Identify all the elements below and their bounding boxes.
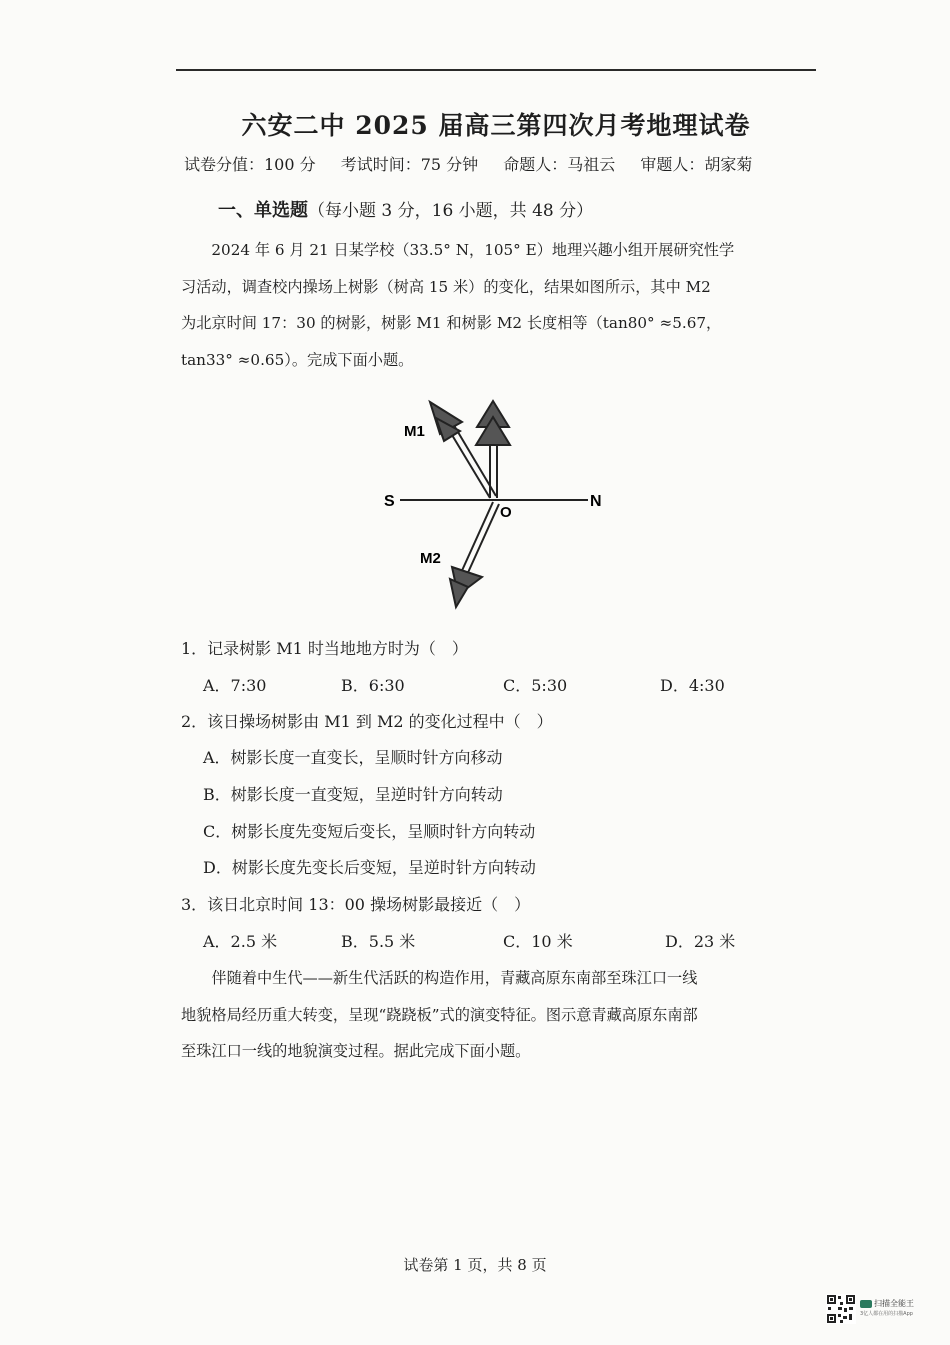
q1-option-b[interactable]: B．6:30 [341,676,405,695]
shadow-m2 [450,502,499,607]
label-n: N [590,493,602,510]
scanner-watermark [826,1290,932,1328]
q1-option-d[interactable]: D．4:30 [660,676,725,695]
passage-1 [181,232,821,378]
meta-author: 命题人：马祖云 [503,155,616,174]
meta-time: 考试时间：75 分钟 [340,155,479,174]
section-title: 一、单选题 [218,200,308,221]
exam-meta [184,152,824,175]
label-m1: M1 [404,423,425,440]
q3-option-d[interactable]: D．23 米 [665,932,736,951]
q2-option-b[interactable]: B．树影长度一直变短，呈逆时针方向转动 [203,785,503,804]
passage-1-line: 2024 年 6 月 21 日某学校（33.5° N，105° E）地理兴趣小组开展研究性学 [211,241,735,259]
label-m2: M2 [420,550,441,567]
scanner-name: 扫描全能王 [874,1299,914,1308]
qr-code-icon [826,1294,856,1324]
q1-option-c[interactable]: C．5:30 [503,676,568,695]
q3-option-a[interactable]: A．2.5 米 [203,932,278,951]
question-1: 1．记录树影 M1 时当地地方时为（ ） [181,639,468,658]
passage-2 [181,960,821,1070]
q1-option-a[interactable]: A．7:30 [203,676,267,695]
passage-2-line: 至珠江口一线的地貌演变过程。据此完成下面小题。 [181,1042,531,1060]
passage-1-line: 习活动，调查校内操场上树影（树高 15 米）的变化，结果如图所示，其中 M2 [181,277,711,296]
page-footer: 试卷第 1 页，共 8 页 [403,1256,547,1274]
section-heading [218,196,593,222]
passage-1-line: tan33° ≈0.65）。完成下面小题。 [181,350,414,369]
q3-option-b[interactable]: B．5.5 米 [341,932,416,951]
scanner-logo-icon [860,1300,872,1308]
meta-score: 试卷分值：100 分 [184,155,316,174]
scanner-slogan: 3亿人都在用的扫描App [860,1311,913,1317]
label-s: S [384,493,395,510]
section-note: （每小题 3 分，16 小题，共 48 分） [308,201,594,221]
q2-option-c[interactable]: C．树影长度先变短后变长，呈顺时针方向转动 [203,822,536,841]
question-3: 3．该日北京时间 13：00 操场树影最接近（ ） [181,895,531,914]
scanner-text [860,1299,914,1319]
passage-2-line: 地貌格局经历重大转变，呈现“跷跷板”式的演变特征。图示意青藏高原东南部 [181,1005,698,1024]
label-o: O [500,504,512,521]
question-2: 2．该日操场树影由 M1 到 M2 的变化过程中（ ） [181,712,553,731]
exam-title: 六安二中 2025 届高三第四次月考地理试卷 [241,111,751,140]
q2-option-d[interactable]: D．树影长度先变长后变短，呈逆时针方向转动 [203,858,536,877]
q2-option-a[interactable]: A．树影长度一直变长，呈顺时针方向移动 [203,748,503,767]
top-rule [176,69,816,71]
passage-2-line: 伴随着中生代——新生代活跃的构造作用，青藏高原东南部至珠江口一线 [211,969,698,987]
tree-shadow-diagram [360,385,640,615]
passage-1-line: 为北京时间 17：30 的树影，树影 M1 和树影 M2 长度相等（tan80° ≈5.67， [181,314,722,332]
q3-option-c[interactable]: C．10 米 [503,932,573,951]
meta-reviewer: 审题人：胡家菊 [640,155,753,174]
